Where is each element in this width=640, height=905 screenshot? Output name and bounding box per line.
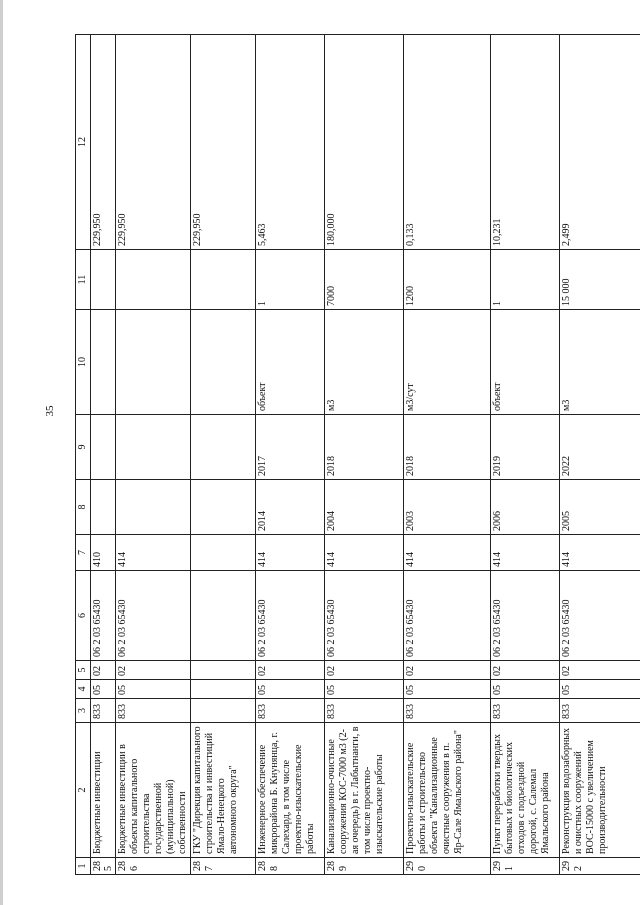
table-cell: 414 <box>560 535 640 571</box>
table-cell: 06 2 03 65430 <box>91 571 116 661</box>
header-cell: 9 <box>76 415 91 480</box>
table-cell: 289 <box>325 858 404 875</box>
header-cell: 3 <box>76 699 91 723</box>
table-cell <box>116 310 191 415</box>
table-cell: 1200 <box>404 250 491 310</box>
table-cell: Реконструкция водозаборных и очистных сооружений ВОС-15000 с увеличением производительности <box>560 723 640 858</box>
table-cell: м3/сут <box>404 310 491 415</box>
table-cell <box>91 480 116 535</box>
table-cell <box>191 310 256 415</box>
table-cell: 2017 <box>256 415 325 480</box>
header-cell: 10 <box>76 310 91 415</box>
table-cell: 833 <box>404 699 491 723</box>
table-cell: 2005 <box>560 480 640 535</box>
table-cell <box>191 571 256 661</box>
table-cell <box>191 250 256 310</box>
table-cell: Инженерное обеспечение микрорайона Б. Кнунянца, г. Салехард, в том числе проектно-изыскательские работы <box>256 723 325 858</box>
table-cell: 229,950 <box>116 35 191 250</box>
header-cell: 12 <box>76 35 91 250</box>
table-cell <box>116 415 191 480</box>
table-cell: 1 <box>256 250 325 310</box>
header-row <box>76 35 91 875</box>
table-cell: 410 <box>91 535 116 571</box>
table-cell: 229,950 <box>191 35 256 250</box>
scan-edge <box>0 0 3 905</box>
table-cell: Бюджетные инвестиции <box>91 723 116 858</box>
table-cell <box>191 535 256 571</box>
table-cell <box>191 661 256 680</box>
table-cell: 02 <box>560 661 640 680</box>
table-cell: 15 000 <box>560 250 640 310</box>
table-cell: 833 <box>560 699 640 723</box>
table-cell: 7000 <box>325 250 404 310</box>
table-cell: объект <box>256 310 325 415</box>
table-cell: 05 <box>116 680 191 699</box>
table-cell: 06 2 03 65430 <box>560 571 640 661</box>
table-row <box>491 35 560 875</box>
table-cell: 833 <box>91 699 116 723</box>
table-cell: 05 <box>325 680 404 699</box>
header-cell: 5 <box>76 661 91 680</box>
table-cell: м3 <box>325 310 404 415</box>
table-cell: 06 2 03 65430 <box>256 571 325 661</box>
table-cell: 180,000 <box>325 35 404 250</box>
page-number: 35 <box>44 405 56 417</box>
table-cell: 02 <box>325 661 404 680</box>
table-cell: 287 <box>191 858 256 875</box>
table-row <box>325 35 404 875</box>
header-cell: 11 <box>76 250 91 310</box>
table-row <box>404 35 491 875</box>
table-row <box>560 35 640 875</box>
table-cell: 5,463 <box>256 35 325 250</box>
table-cell <box>116 250 191 310</box>
header-cell: 4 <box>76 680 91 699</box>
table-cell: 2003 <box>404 480 491 535</box>
table-cell: 02 <box>256 661 325 680</box>
table-cell: 05 <box>256 680 325 699</box>
table-cell: 2004 <box>325 480 404 535</box>
table-cell: 833 <box>491 699 560 723</box>
table-cell: 833 <box>325 699 404 723</box>
table-cell: Проектно-изыскательские работы и строительство объекта "Канализационные очистные сооружения в п. Яр-Сале Ямальского района" <box>404 723 491 858</box>
table-cell <box>91 250 116 310</box>
table-cell <box>116 480 191 535</box>
rotated-table-wrapper <box>75 35 608 875</box>
table-cell: 06 2 03 65430 <box>325 571 404 661</box>
table-cell: 2018 <box>325 415 404 480</box>
table-cell: 286 <box>116 858 191 875</box>
table-cell: 288 <box>256 858 325 875</box>
table-cell: Пункт переработки твердых бытовых и биологических отходов с подъездной дорогой, с. Салемал Ямальского района <box>491 723 560 858</box>
table-cell <box>91 310 116 415</box>
table-cell: 229,950 <box>91 35 116 250</box>
table-cell: 290 <box>404 858 491 875</box>
table-cell: 414 <box>116 535 191 571</box>
table-cell <box>191 480 256 535</box>
table-cell <box>191 680 256 699</box>
table-cell: 06 2 03 65430 <box>491 571 560 661</box>
header-cell: 1 <box>76 858 91 875</box>
table-cell: 2019 <box>491 415 560 480</box>
table-cell: 833 <box>256 699 325 723</box>
table-row <box>191 35 256 875</box>
table-cell: 06 2 03 65430 <box>116 571 191 661</box>
table-cell: 05 <box>404 680 491 699</box>
header-cell: 2 <box>76 723 91 858</box>
table-cell: 414 <box>491 535 560 571</box>
table-cell: 0,133 <box>404 35 491 250</box>
table-cell <box>91 415 116 480</box>
table-row <box>91 35 116 875</box>
table-cell: 10,231 <box>491 35 560 250</box>
table-cell: 06 2 03 65430 <box>404 571 491 661</box>
table-cell: ГКУ "Дирекция капитального строительства и инвестиций Ямало-Ненецкого автономного округа" <box>191 723 256 858</box>
table-cell: 02 <box>116 661 191 680</box>
table-cell: 02 <box>491 661 560 680</box>
table-cell: 292 <box>560 858 640 875</box>
table-cell: 02 <box>404 661 491 680</box>
header-cell: 6 <box>76 571 91 661</box>
header-cell: 8 <box>76 480 91 535</box>
table-cell: 05 <box>560 680 640 699</box>
table-cell: 02 <box>91 661 116 680</box>
table-cell: 05 <box>91 680 116 699</box>
table-cell: 414 <box>404 535 491 571</box>
table-cell: объект <box>491 310 560 415</box>
table-cell: 414 <box>325 535 404 571</box>
table-cell: Канализационно-очистные сооружения КОС-7000 м3 (2-ая очередь) в г. Лабытнанги, в том числе проектно-изыскательские работы <box>325 723 404 858</box>
table-cell: 833 <box>116 699 191 723</box>
table-cell: 2018 <box>404 415 491 480</box>
table-row <box>116 35 191 875</box>
table-cell: 1 <box>491 250 560 310</box>
table-cell <box>191 699 256 723</box>
table-cell: 2014 <box>256 480 325 535</box>
table-cell: 291 <box>491 858 560 875</box>
table-cell: 2006 <box>491 480 560 535</box>
table-cell: 05 <box>491 680 560 699</box>
budget-table <box>75 34 640 875</box>
table-cell: 285 <box>91 858 116 875</box>
table-cell: 414 <box>256 535 325 571</box>
table-cell: 2,499 <box>560 35 640 250</box>
table-row <box>256 35 325 875</box>
table-cell: Бюджетные инвестиции в объекты капитального строительства государственной (муниципальной) собственности <box>116 723 191 858</box>
table-cell: м3 <box>560 310 640 415</box>
header-cell: 7 <box>76 535 91 571</box>
table-cell <box>191 415 256 480</box>
table-cell: 2022 <box>560 415 640 480</box>
